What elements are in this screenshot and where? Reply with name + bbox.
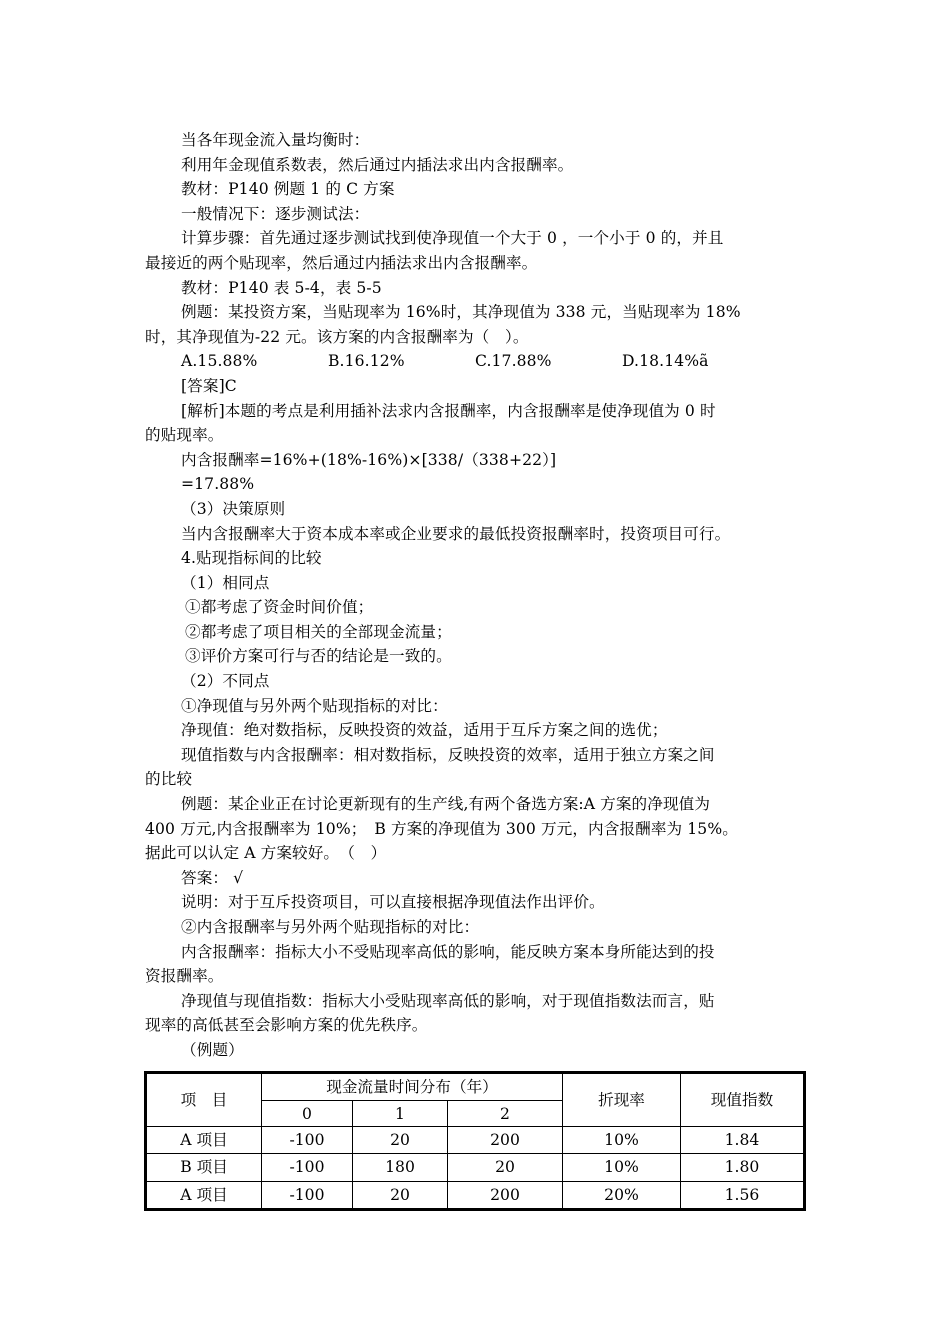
header-year-2: 2 xyxy=(448,1101,563,1127)
subsection-heading: （2）不同点 xyxy=(181,672,270,691)
list-item: ②都考虑了项目相关的全部现金流量； xyxy=(185,622,452,641)
table-row xyxy=(147,1181,804,1208)
choice-b: B.16.12% xyxy=(328,352,405,371)
text-line: 400 万元,内含报酬率为 10%； B 方案的净现值为 300 万元，内含报酬率为 15%。 xyxy=(145,819,738,838)
text-line: 教材：P140 表 5-4，表 5-5 xyxy=(181,278,382,297)
header-rate: 折现率 xyxy=(563,1074,681,1127)
text-line: 当内含报酬率大于资本成本率或企业要求的最低投资报酬率时，投资项目可行。 xyxy=(181,524,731,543)
cell-year-1: 180 xyxy=(353,1154,448,1181)
answer-line: [答案]C xyxy=(181,376,237,395)
cell-index: 1.84 xyxy=(681,1127,804,1154)
text-line: 教材：P140 例题 1 的 C 方案 xyxy=(181,180,395,199)
choice-a: A.15.88% xyxy=(181,352,258,371)
text-line: [解析]本题的考点是利用插补法求内含报酬率，内含报酬率是使净现值为 0 时 xyxy=(181,401,716,420)
cell-year-1: 20 xyxy=(353,1127,448,1154)
cell-project: B 项目 xyxy=(147,1154,262,1181)
text-line: 利用年金现值系数表，然后通过内插法求出内含报酬率。 xyxy=(181,155,574,174)
section-heading: 4.贴现指标间的比较 xyxy=(181,549,322,568)
cell-year-2: 200 xyxy=(448,1127,563,1154)
cell-project: A 项目 xyxy=(147,1181,262,1208)
answer-choices xyxy=(145,349,810,374)
example-label: （例题） xyxy=(181,1040,244,1059)
cell-year-0: -100 xyxy=(262,1181,353,1208)
list-item: ①都考虑了资金时间价值； xyxy=(185,598,374,617)
text-line: ①净现值与另外两个贴现指标的对比： xyxy=(181,696,448,715)
text-line: 的比较 xyxy=(145,770,193,789)
text-line: ②内含报酬率与另外两个贴现指标的对比： xyxy=(181,918,480,936)
text-line: 据此可以认定 A 方案较好。 （ ） xyxy=(145,844,387,863)
header-year-0: 0 xyxy=(262,1101,353,1127)
text-line: 时，其净现值为-22 元。该方案的内含报酬率为（ ）。 xyxy=(145,327,529,346)
text-line: 现值指数与内含报酬率：相对数指标，反映投资的效率，适用于独立方案之间 xyxy=(181,745,715,764)
example-table xyxy=(144,1071,806,1211)
text-line: 内含报酬率：指标大小不受贴现率高低的影响，能反映方案本身所能达到的投 xyxy=(181,942,715,961)
text-line: 一般情况下：逐步测试法： xyxy=(181,204,370,223)
text-line: 最接近的两个贴现率，然后通过内插法求出内含报酬率。 xyxy=(145,253,538,272)
choice-c: C.17.88% xyxy=(475,352,552,371)
cell-index: 1.56 xyxy=(681,1181,804,1208)
cell-year-2: 20 xyxy=(448,1154,563,1181)
answer-line: 答案： √ xyxy=(181,868,244,887)
text-line: 资报酬率。 xyxy=(145,967,224,986)
cell-year-1: 20 xyxy=(353,1181,448,1208)
cell-index: 1.80 xyxy=(681,1154,804,1181)
subsection-heading: （1）相同点 xyxy=(181,573,270,592)
text-line: 例题：某企业正在讨论更新现有的生产线,有两个备选方案:A 方案的净现值为 xyxy=(181,795,711,814)
text-line: 例题：某投资方案，当贴现率为 16%时，其净现值为 338 元，当贴现率为 18% xyxy=(181,303,741,322)
cell-year-0: -100 xyxy=(262,1154,353,1181)
text-line: 净现值：绝对数指标，反映投资的效益，适用于互斥方案之间的选优； xyxy=(181,721,668,740)
list-item: ③评价方案可行与否的结论是一致的。 xyxy=(185,647,452,666)
text-line: 计算步骤：首先通过逐步测试找到使净现值一个大于 0 ，一个小于 0 的，并且 xyxy=(181,229,724,248)
header-cashflow-group: 现金流量时间分布（年） xyxy=(262,1074,563,1101)
choice-d: D.18.14%ã xyxy=(622,352,709,371)
header-index: 现值指数 xyxy=(681,1074,804,1127)
text-line: 净现值与现值指数：指标大小受贴现率高低的影响，对于现值指数法而言，贴 xyxy=(181,991,715,1010)
document-body xyxy=(145,128,810,1063)
formula-result: =17.88% xyxy=(181,475,255,494)
text-line: 现率的高低甚至会影响方案的优先秩序。 xyxy=(145,1016,428,1035)
cell-rate: 10% xyxy=(563,1127,681,1154)
formula-line: 内含报酬率=16%+(18%-16%)×[338/（338+22）] xyxy=(181,450,557,469)
cell-rate: 20% xyxy=(563,1181,681,1208)
cell-rate: 10% xyxy=(563,1154,681,1181)
header-year-1: 1 xyxy=(353,1101,448,1127)
table-row xyxy=(147,1127,804,1154)
cell-year-0: -100 xyxy=(262,1127,353,1154)
text-line: 说明：对于互斥投资项目，可以直接根据净现值法作出评价。 xyxy=(181,893,605,912)
example-table-grid xyxy=(146,1073,804,1209)
table-row xyxy=(147,1154,804,1181)
section-heading: （3）决策原则 xyxy=(181,499,286,518)
text-line: 的贴现率。 xyxy=(145,426,224,445)
cell-year-2: 200 xyxy=(448,1181,563,1208)
header-item: 项 目 xyxy=(147,1074,262,1127)
cell-project: A 项目 xyxy=(147,1127,262,1154)
text-line: 当各年现金流入量均衡时： xyxy=(181,131,370,149)
